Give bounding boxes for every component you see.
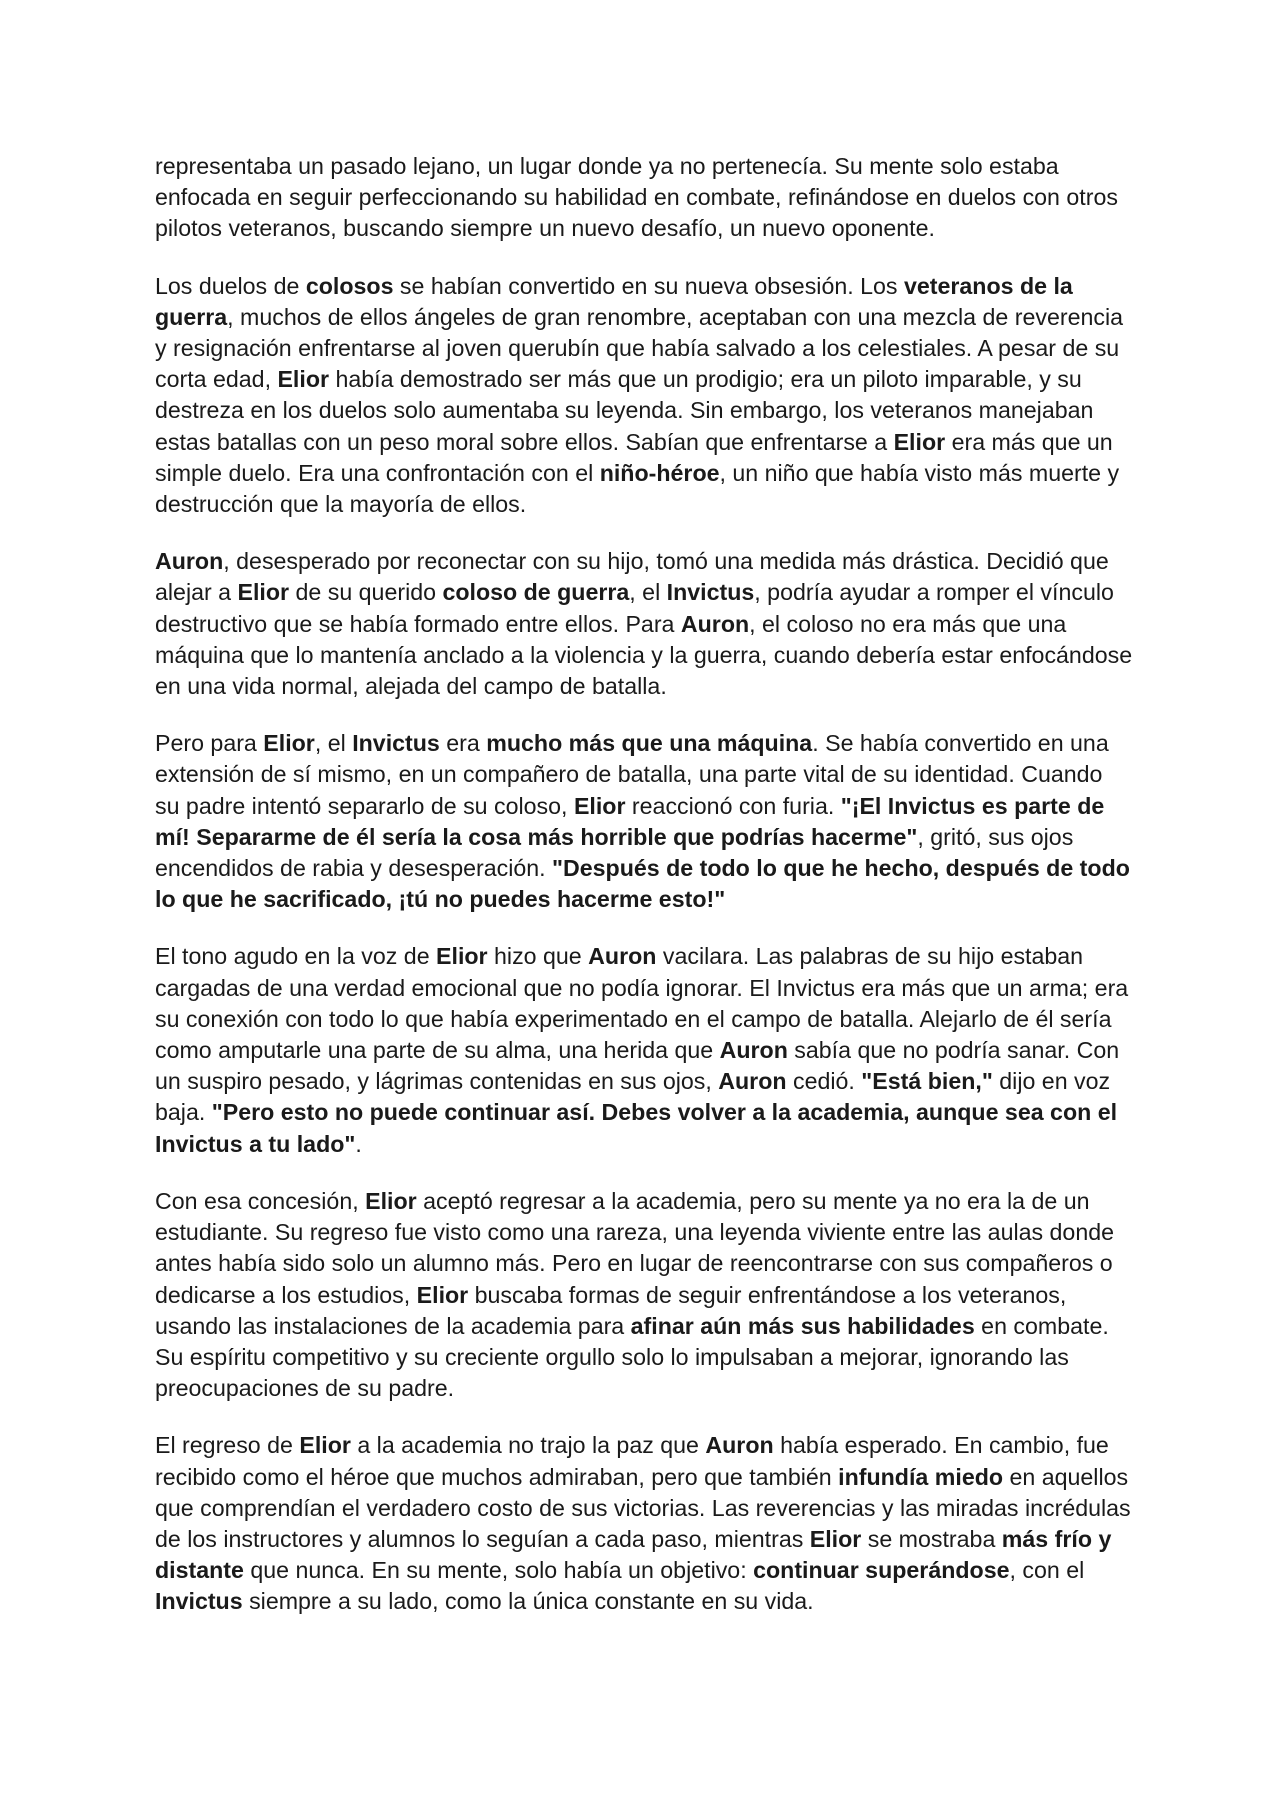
text-run: , gritó, sus ojos encendidos de rabia y desesperación. <box>155 823 1074 882</box>
bold-text-run: Invictus <box>352 730 440 757</box>
text-run: , el coloso no era más que una máquina que lo mantenía anclado a la violencia y la guerra, cuando debería estar enfocándose en una vida normal, alejada del campo de batalla. <box>155 610 1133 700</box>
bold-text-run: Auron <box>588 943 657 970</box>
text-run: . <box>355 1130 362 1157</box>
bold-text-run: Elior <box>277 366 330 393</box>
text-run: aceptó regresar a la academia, pero su mente ya no era la de un estudiante. Su regreso fue visto como una rareza, una leyenda viviente entre las aulas donde antes había sido solo un alumno más. Pero en lugar de reencontrarse con sus compañeros o dedicarse a los estudios, <box>155 1187 1115 1308</box>
text-run: hizo que <box>487 943 589 970</box>
bold-text-run: afinar aún más sus habilidades <box>630 1312 975 1339</box>
text-run: cedió. <box>786 1068 862 1095</box>
bold-text-run: más frío y distante <box>155 1525 1112 1584</box>
bold-text-run: Elior <box>365 1187 417 1214</box>
paragraph-7 <box>155 1430 1133 1617</box>
text-run: , desesperado por reconectar con su hijo, tomó una medida más drástica. Decidió que alejar a <box>155 548 1109 606</box>
bold-text-run: Auron <box>719 1037 788 1064</box>
text-run: , muchos de ellos ángeles de gran renombre, aceptaban con una mezcla de reverencia y resignación enfrentarse al joven querubín que había salvado a los celestiales. A pesar de su corta edad, <box>155 303 1124 393</box>
text-run: representaba un pasado lejano, un lugar donde ya no pertenecía. Su mente solo estaba enfocada en seguir perfeccionando su habilidad en combate, refinándose en duelos con otros pilotos veteranos, buscando siempre un nuevo desafío, un nuevo oponente. <box>155 153 1118 242</box>
bold-text-run: Elior <box>573 792 626 819</box>
bold-text-run: colosos <box>305 272 394 299</box>
text-run: en aquellos que comprendían el verdadero costo de sus victorias. Las reverencias y las miradas incrédulas de los instructores y alumnos lo seguían a cada paso, mientras <box>155 1463 1131 1552</box>
bold-text-run: niño-héroe <box>599 459 720 486</box>
bold-text-run: infundía miedo <box>838 1463 1004 1490</box>
text-run: se habían convertido en su nueva obsesión. Los <box>393 272 904 299</box>
text-run: El regreso de <box>155 1432 300 1459</box>
bold-text-run: "Después de todo lo que he hecho, después de todo lo que he sacrificado, ¡tú no puedes hacerme esto!" <box>155 855 1130 913</box>
paragraph-5 <box>155 941 1133 1159</box>
bold-text-run: Elior <box>893 428 946 455</box>
text-run: era más que un simple duelo. Era una confrontación con el <box>155 428 1113 486</box>
text-run: dijo en voz baja. <box>155 1068 1111 1126</box>
bold-text-run: Auron <box>680 610 750 637</box>
paragraph-1 <box>155 151 1133 245</box>
bold-text-run: "Pero esto no puede continuar así. Debes volver a la academia, aunque sea con el Invictus a tu lado" <box>155 1099 1118 1157</box>
bold-text-run: Auron <box>718 1068 787 1095</box>
bold-text-run: Elior <box>299 1432 351 1459</box>
text-run: . Se había convertido en una extensión de sí mismo, en un compañero de batalla, una parte vital de su identidad. Cuando su padre intentó separarlo de su coloso, <box>155 730 1109 819</box>
paragraph-4 <box>155 728 1133 915</box>
text-run: había esperado. En cambio, fue recibido como el héroe que muchos admiraban, pero que también <box>155 1432 1109 1490</box>
text-run: había demostrado ser más que un prodigio; era un piloto imparable, y su destreza en los duelos solo aumentaba su leyenda. Sin embargo, los veteranos manejaban estas batallas con un peso moral sobre ellos. Sabían que enfrentarse a <box>155 366 1094 455</box>
bold-text-run: Elior <box>809 1525 862 1552</box>
text-run: vacilara. Las palabras de su hijo estaban cargadas de una verdad emocional que no podía ignorar. El Invictus era más que un arma; era su conexión con todo lo que había experimentado en el campo de batalla. Alejarlo de él sería como amputarle una parte de su alma, una herida que <box>155 943 1129 1064</box>
text-run: a la academia no trajo la paz que <box>350 1432 706 1459</box>
bold-text-run: continuar superándose <box>753 1557 1010 1584</box>
bold-text-run: veteranos de la guerra <box>155 272 1073 330</box>
bold-text-run: mucho más que una máquina <box>486 730 813 757</box>
bold-text-run: Invictus <box>666 579 755 606</box>
paragraph-2 <box>155 271 1133 521</box>
bold-text-run: coloso de guerra <box>442 579 630 606</box>
text-run: Con esa concesión, <box>155 1187 366 1214</box>
text-run: reaccionó con furia. <box>625 792 841 819</box>
bold-text-run: "¡El Invictus es parte de mí! Separarme de él sería la cosa más horrible que podrías hacerme" <box>155 792 1105 850</box>
text-run: de su querido <box>289 579 443 606</box>
text-run: , el <box>629 579 667 606</box>
text-run: , podría ayudar a romper el vínculo destructivo que se había formado entre ellos. Para <box>155 579 1114 637</box>
bold-text-run: Elior <box>237 579 290 606</box>
text-run: buscaba formas de seguir enfrentándose a los veteranos, usando las instalaciones de la academia para <box>155 1281 1067 1339</box>
bold-text-run: Elior <box>436 943 488 970</box>
text-run: era <box>439 730 487 757</box>
paragraph-6 <box>155 1186 1133 1404</box>
document-page <box>155 151 1133 1644</box>
text-run: , con el <box>1009 1557 1085 1584</box>
text-run: se mostraba <box>861 1525 1002 1552</box>
bold-text-run: Auron <box>155 548 224 575</box>
bold-text-run: Invictus <box>155 1588 243 1615</box>
text-run: , el <box>314 730 353 757</box>
text-run: El tono agudo en la voz de <box>155 943 437 970</box>
text-run: Los duelos de <box>155 272 306 299</box>
text-run: que nunca. En su mente, solo había un objetivo: <box>243 1557 754 1584</box>
bold-text-run: "Está bien," <box>861 1068 993 1095</box>
paragraph-3 <box>155 546 1133 702</box>
text-run: sabía que no podría sanar. Con un suspiro pesado, y lágrimas contenidas en sus ojos, <box>155 1037 1120 1095</box>
text-run: , un niño que había visto más muerte y destrucción que la mayoría de ellos. <box>155 459 1120 518</box>
bold-text-run: Elior <box>416 1281 469 1308</box>
bold-text-run: Auron <box>705 1432 774 1459</box>
text-run: Pero para <box>155 730 264 757</box>
text-run: siempre a su lado, como la única constante en su vida. <box>242 1588 814 1615</box>
text-run: en combate. Su espíritu competitivo y su creciente orgullo solo lo impulsaban a mejorar, ignorando las preocupaciones de su padre. <box>155 1312 1109 1402</box>
bold-text-run: Elior <box>263 730 315 757</box>
